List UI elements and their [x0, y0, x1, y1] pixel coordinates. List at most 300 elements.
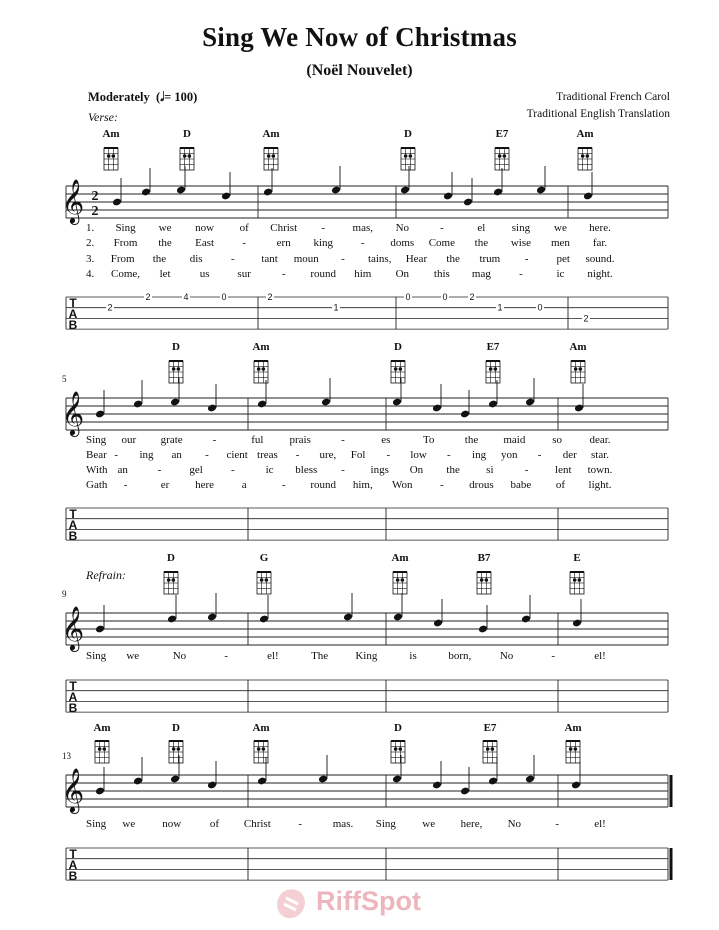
lyric-syllable: Bear	[86, 449, 107, 461]
chord-diagram-icon	[477, 572, 491, 594]
lyric-syllable: of	[239, 222, 249, 234]
treble-clef-icon: 𝄞	[61, 179, 85, 223]
tempo-value: = 100	[164, 90, 194, 104]
tab-clef-letter: T	[69, 296, 77, 310]
lyric-syllable: an	[171, 449, 182, 461]
lyric-syllable: this	[433, 268, 450, 280]
note-head	[318, 775, 328, 784]
note-head	[133, 400, 143, 409]
lyric-syllable: -	[555, 818, 560, 830]
chord-diagram-icon	[483, 741, 497, 763]
chord-diagram-icon	[391, 361, 405, 383]
lyric-syllable: him	[354, 268, 372, 280]
lyric-syllable: we	[422, 818, 436, 830]
lyric-syllable: Sing	[115, 222, 136, 234]
diagram-dot	[586, 154, 590, 158]
diagram-dot	[265, 578, 269, 582]
note-head	[392, 775, 402, 784]
lyric-syllable: the	[152, 253, 167, 265]
lyric-syllable: Hear	[405, 253, 428, 265]
note-head	[460, 410, 470, 419]
diagram-dot	[569, 747, 573, 751]
tab-number: 0	[442, 292, 448, 302]
lyric-syllable: trum	[479, 253, 501, 265]
lyric-syllable: we	[554, 222, 567, 234]
lyric-syllable: From	[110, 253, 135, 265]
lyric-syllable: No	[395, 222, 410, 234]
tab-number: 1	[333, 302, 339, 313]
lyric-syllable: now	[195, 222, 215, 234]
chord-diagram-icon	[180, 148, 194, 170]
chord-diagram-icon	[169, 741, 183, 763]
diagram-dot	[399, 367, 403, 371]
note-head	[133, 777, 143, 786]
tab-number: 0	[405, 292, 411, 302]
chord-name: D	[172, 341, 180, 353]
lyric-syllable: No	[172, 650, 187, 662]
note-head	[488, 400, 498, 409]
lyric-syllable: the	[474, 237, 489, 249]
lyric-syllable: ern	[276, 237, 291, 249]
tab-clef-letter: B	[68, 701, 78, 715]
lyric-syllable: gel	[189, 464, 203, 476]
lyric-syllable: far.	[592, 237, 608, 249]
lyric-syllable: -	[386, 449, 391, 461]
note-head	[432, 404, 442, 413]
diagram-dot	[167, 578, 171, 582]
lyric-syllable: Sing	[375, 818, 396, 830]
note-head	[257, 777, 267, 786]
lyric-syllable: King	[355, 650, 378, 662]
note-head	[170, 398, 180, 407]
tab-number: 2	[267, 292, 273, 302]
lyric-syllable: doms	[390, 237, 415, 249]
note-head	[571, 781, 581, 790]
tab-clef-letter: A	[68, 690, 78, 704]
diagram-dot	[486, 747, 490, 751]
lyric-syllable: -	[440, 222, 444, 234]
note-head	[400, 186, 410, 195]
system-4	[66, 741, 671, 880]
note-head	[221, 192, 231, 201]
note-head	[583, 192, 593, 201]
lyric-syllable: -	[114, 449, 119, 461]
lyric-syllable: -	[212, 434, 217, 446]
lyric-syllable: -	[341, 464, 345, 476]
tab-number: 0	[221, 292, 227, 302]
chord-diagram-icon	[495, 148, 509, 170]
chord-name: D	[404, 128, 412, 140]
diagram-dot	[172, 578, 176, 582]
lyric-syllable: -	[205, 449, 209, 461]
system-2	[66, 361, 668, 540]
chord-name: Am	[569, 341, 587, 353]
diagram-dot	[503, 154, 507, 158]
lyric-syllable: light.	[588, 479, 612, 491]
lyric-syllable: der	[562, 449, 577, 461]
lyric-syllable: night.	[587, 268, 613, 280]
lyric-syllable: -	[281, 268, 286, 280]
diagram-dot	[396, 578, 400, 582]
note-head	[170, 775, 180, 784]
tab-number: 0	[537, 302, 543, 313]
tab-clef-letter: A	[68, 518, 78, 532]
lyric-syllable: Christ	[243, 818, 271, 830]
lyric-syllable: No	[499, 650, 514, 662]
lyric-syllable: lent	[555, 464, 572, 476]
note-head	[207, 404, 217, 413]
treble-clef-icon: 𝄞	[61, 768, 85, 812]
note-head	[493, 188, 503, 197]
lyric-syllable: here	[195, 479, 215, 491]
lyric-syllable: Christ	[270, 222, 298, 234]
diagram-dot	[267, 154, 271, 158]
lyric-syllable: sur	[237, 268, 251, 280]
refrain-label: Refrain:	[86, 568, 126, 582]
tab-number: 4	[183, 292, 189, 302]
lyric-syllable: -	[360, 237, 365, 249]
chord-diagram-icon	[566, 741, 580, 763]
lyric-syllable: is	[409, 650, 417, 662]
note-head	[572, 619, 582, 628]
lyric-syllable: us	[199, 268, 210, 280]
lyric-syllable: el!	[594, 818, 606, 830]
diagram-dot	[581, 154, 585, 158]
diagram-dot	[574, 367, 578, 371]
lyric-syllable: ing	[472, 449, 487, 461]
note-head	[95, 787, 105, 796]
note-head	[392, 398, 402, 407]
lyric-syllable: -	[341, 434, 345, 446]
lyric-syllable: town.	[587, 464, 613, 476]
lyric-syllable: -	[440, 479, 444, 491]
lyric-syllable: a	[241, 479, 247, 491]
diagram-dot	[573, 578, 577, 582]
chord-diagram-icon	[254, 361, 268, 383]
lyric-syllable: 1.	[86, 222, 95, 234]
lyric-syllable: el!	[267, 650, 279, 662]
lyric-syllable: -	[341, 253, 345, 265]
note-head	[574, 404, 584, 413]
chord-diagram-icon	[401, 148, 415, 170]
lyric-syllable: the	[446, 464, 460, 476]
diagram-dot	[489, 367, 493, 371]
diagram-dot	[262, 747, 266, 751]
chord-name: Am	[576, 128, 594, 140]
lyric-syllable: -	[524, 464, 529, 476]
chord-diagram-icon	[257, 572, 271, 594]
note-head	[393, 613, 403, 622]
chord-name: Am	[391, 552, 409, 564]
tab-clef-letter: B	[68, 869, 78, 883]
lyric-syllable: grate	[160, 434, 183, 446]
lyric-syllable: wise	[510, 237, 532, 249]
diagram-dot	[257, 367, 261, 371]
lyric-syllable: mag	[471, 268, 491, 280]
chord-name: G	[259, 552, 269, 564]
lyric-syllable: -	[446, 449, 451, 461]
lyric-syllable: we	[126, 650, 140, 662]
chord-name: D	[394, 341, 402, 353]
credit-composer: Traditional French Carol	[556, 91, 670, 103]
lyric-syllable: here.	[589, 222, 611, 234]
note-head	[536, 186, 546, 195]
lyric-syllable: ful	[251, 434, 264, 446]
diagram-dot	[172, 747, 176, 751]
lyric-syllable: babe	[510, 479, 532, 491]
diagram-dot	[491, 747, 495, 751]
lyric-syllable: so	[552, 434, 563, 446]
chord-diagram-icon	[264, 148, 278, 170]
lyric-syllable: drous	[469, 479, 494, 491]
note-head	[463, 198, 473, 207]
lyric-syllable: let	[159, 268, 171, 280]
lyric-syllable: -	[281, 479, 286, 491]
diagram-dot	[177, 747, 181, 751]
lyric-syllable: -	[242, 237, 246, 249]
lyric-syllable: sing	[511, 222, 531, 234]
lyric-syllable: him,	[352, 479, 373, 491]
lyric-syllable: mas,	[352, 222, 374, 234]
chord-name: D	[183, 128, 191, 140]
lyric-syllable: moun	[293, 253, 319, 265]
chord-name: Am	[252, 341, 270, 353]
note-head	[433, 619, 443, 628]
note-head	[95, 410, 105, 419]
note-head	[525, 398, 535, 407]
diagram-dot	[485, 578, 489, 582]
lyric-syllable: dear.	[589, 434, 611, 446]
lyric-syllable: From	[113, 237, 138, 249]
lyric-syllable: On	[409, 464, 424, 476]
note-head	[488, 777, 498, 786]
tempo-marking: Moderately (𝅗𝅥= 100)	[88, 90, 198, 104]
song-subtitle: (Noël Nouvelet)	[306, 62, 413, 79]
diagram-dot	[494, 367, 498, 371]
lyric-syllable: -	[231, 253, 235, 265]
note-head	[141, 188, 151, 197]
system-3	[66, 572, 668, 712]
lyric-syllable: -	[524, 253, 529, 265]
chord-name: D	[394, 722, 402, 734]
lyric-syllable: East	[195, 237, 215, 249]
tab-number: 2	[469, 292, 475, 302]
lyric-syllable: king	[313, 237, 334, 249]
watermark-text: RiffSpot	[316, 886, 421, 916]
time-sig-bottom: 2	[91, 204, 99, 219]
diagram-dot	[257, 747, 261, 751]
song-title: Sing We Now of Christmas	[202, 22, 517, 52]
lyric-syllable: With	[86, 464, 108, 476]
chord-diagram-icon	[95, 741, 109, 763]
lyric-syllable: On	[395, 268, 410, 280]
lyric-syllable: tant	[261, 253, 278, 265]
lyric-syllable: we	[122, 818, 136, 830]
lyric-syllable: of	[555, 479, 566, 491]
tab-number: 1	[497, 302, 503, 313]
chord-diagram-icon	[570, 572, 584, 594]
diagram-dot	[578, 578, 582, 582]
lyric-syllable: -	[537, 449, 542, 461]
lyric-syllable: Gath	[86, 479, 108, 491]
note-head	[207, 613, 217, 622]
lyric-syllable: our	[121, 434, 137, 446]
lyric-syllable: -	[551, 650, 556, 662]
chord-diagram-icon	[393, 572, 407, 594]
note-head	[176, 186, 186, 195]
tempo-note-icon: (𝅗𝅥	[152, 90, 165, 104]
diagram-dot	[172, 367, 176, 371]
note-head	[343, 613, 353, 622]
lyric-syllable: treas	[257, 449, 278, 461]
credit-translation: Traditional English Translation	[526, 108, 670, 120]
lyric-syllable: of	[209, 818, 220, 830]
lyric-syllable: Sing	[86, 434, 107, 446]
diagram-dot	[394, 747, 398, 751]
lyric-syllable: -	[519, 268, 523, 280]
measure-number: 13	[62, 751, 71, 761]
tab-number: 2	[583, 313, 589, 324]
tab-clef-letter: T	[69, 507, 77, 521]
lyric-syllable: the	[464, 434, 479, 446]
note-head	[207, 781, 217, 790]
lyric-syllable: Won	[392, 479, 413, 491]
diagram-dot	[262, 367, 266, 371]
diagram-dot	[98, 747, 102, 751]
lyric-syllable: -	[295, 449, 300, 461]
lyric-syllable: -	[224, 650, 229, 662]
diagram-dot	[404, 154, 408, 158]
lyric-syllable: si	[486, 464, 494, 476]
lyric-syllable: -	[123, 479, 128, 491]
lyric-syllable: mas.	[332, 818, 354, 830]
note-head	[331, 186, 341, 195]
lyric-syllable: maid	[503, 434, 526, 446]
note-head	[521, 615, 531, 624]
verse-label: Verse:	[88, 110, 118, 124]
tab-clef-letter: T	[69, 847, 77, 861]
lyric-syllable: ings	[370, 464, 389, 476]
lyric-syllable: round	[310, 268, 337, 280]
lyric-syllable: here,	[460, 818, 483, 830]
note-head	[443, 192, 453, 201]
chord-name: E	[573, 552, 581, 564]
tab-clef-letter: A	[68, 307, 78, 321]
chord-diagram-icon	[169, 361, 183, 383]
lyric-syllable: Come	[428, 237, 455, 249]
note-head	[95, 625, 105, 634]
lyric-syllable: tains,	[367, 253, 392, 265]
tab-clef-letter: B	[68, 529, 78, 543]
lyric-syllable: The	[311, 650, 329, 662]
note-head	[259, 615, 269, 624]
chord-diagram-icon	[104, 148, 118, 170]
chord-name: B7	[477, 552, 491, 564]
lyric-syllable: we	[158, 222, 172, 234]
diagram-dot	[480, 578, 484, 582]
chord-diagram-icon	[486, 361, 500, 383]
lyric-syllable: cient	[226, 449, 248, 461]
lyric-syllable: the	[446, 253, 460, 265]
diagram-dot	[394, 367, 398, 371]
lyric-syllable: ic	[265, 464, 274, 476]
tab-clef-letter: B	[68, 318, 78, 332]
lyric-syllable: el!	[594, 650, 606, 662]
diagram-dot	[112, 154, 116, 158]
note-head	[525, 775, 535, 784]
diagram-dot	[409, 154, 413, 158]
lyric-syllable: 4.	[86, 268, 95, 280]
measure-number: 5	[62, 374, 67, 384]
note-head	[167, 615, 177, 624]
diagram-dot	[272, 154, 276, 158]
chord-name: Am	[564, 722, 582, 734]
lyric-syllable: -	[298, 818, 303, 830]
lyric-syllable: Sing	[86, 818, 107, 830]
chord-name: Am	[262, 128, 280, 140]
lyric-syllable: ing	[139, 449, 154, 461]
diagram-dot	[579, 367, 583, 371]
chord-name: D	[172, 722, 180, 734]
chord-name: E7	[486, 341, 500, 353]
system-1	[66, 148, 668, 329]
note-head	[460, 787, 470, 796]
lyric-syllable: -	[321, 222, 326, 234]
diagram-dot	[574, 747, 578, 751]
lyric-syllable: the	[158, 237, 172, 249]
lyric-syllable: Fol	[350, 449, 366, 461]
lyric-syllable: bless	[295, 464, 318, 476]
chord-diagram-icon	[578, 148, 592, 170]
lyric-syllable: now	[162, 818, 182, 830]
tempo-label: Moderately	[88, 90, 150, 104]
lyric-syllable: No	[507, 818, 522, 830]
treble-clef-icon: 𝄞	[61, 391, 85, 435]
chord-name: D	[167, 552, 175, 564]
lyric-syllable: round	[310, 479, 337, 491]
time-sig-top: 2	[91, 189, 99, 204]
note-head	[321, 398, 331, 407]
note-head	[478, 625, 488, 634]
chord-name: E7	[483, 722, 497, 734]
lyric-syllable: -	[157, 464, 162, 476]
diagram-dot	[103, 747, 107, 751]
tab-clef-letter: A	[68, 858, 78, 872]
lyric-syllable: el	[477, 222, 486, 234]
lyric-syllable: er	[160, 479, 170, 491]
diagram-dot	[188, 154, 192, 158]
diagram-dot	[399, 747, 403, 751]
note-head	[112, 198, 122, 207]
lyric-syllable: ure,	[319, 449, 337, 461]
lyric-syllable: 3.	[86, 253, 95, 265]
tab-clef-letter: T	[69, 679, 77, 693]
lyric-syllable: sound.	[585, 253, 615, 265]
lyric-syllable: an	[117, 464, 128, 476]
lyric-syllable: -	[231, 464, 235, 476]
treble-clef-icon: 𝄞	[61, 606, 85, 650]
lyric-syllable: Come,	[111, 268, 141, 280]
tab-number: 2	[145, 292, 151, 302]
lyric-syllable: prais	[289, 434, 311, 446]
note-head	[263, 188, 273, 197]
diagram-dot	[177, 367, 181, 371]
diagram-dot	[401, 578, 405, 582]
lyric-syllable: Sing	[86, 650, 107, 662]
lyric-syllable: dis	[189, 253, 203, 265]
note-head	[257, 400, 267, 409]
chord-diagram-icon	[391, 741, 405, 763]
